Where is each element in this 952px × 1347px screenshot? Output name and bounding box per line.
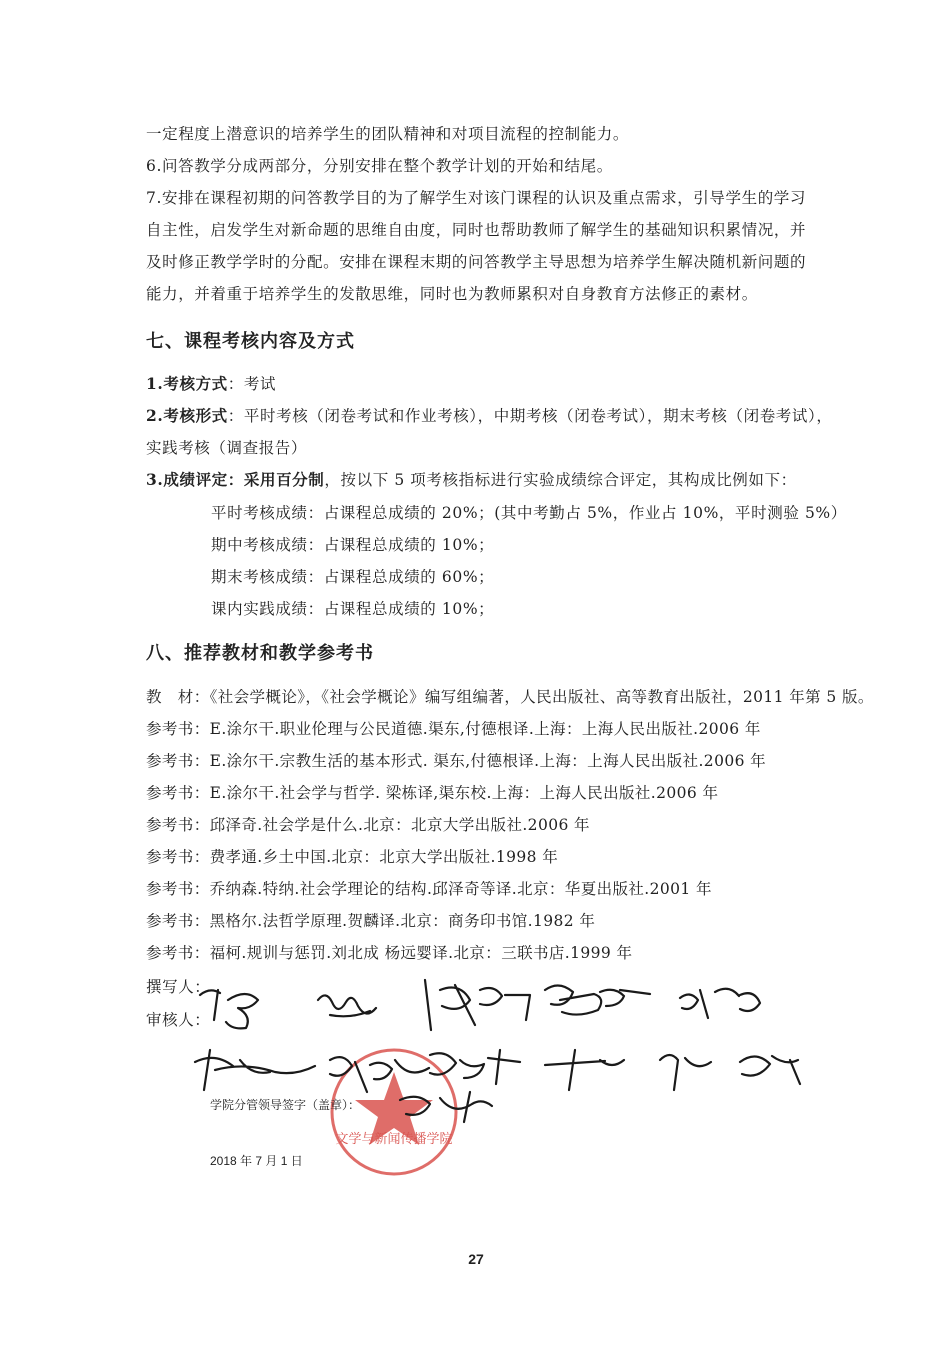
intro-line: 7.安排在课程初期的问答教学目的为了解学生对该门课程的认识及重点需求，引导学生的学习 xyxy=(146,189,806,207)
assessment-form-label: 2.考核形式 xyxy=(146,406,228,425)
section7-heading: 七、课程考核内容及方式 xyxy=(146,331,355,352)
intro-line: 能力，并着重于培养学生的发散思维，同时也为教师累积对自身教育方法修正的素材。 xyxy=(146,285,758,303)
sign-date: 2018 年 7 月 1 日 xyxy=(210,1154,303,1168)
reference-line: 参考书：乔纳森.特纳.社会学理论的结构.邱泽奇等译.北京：华夏出版社.2001 年 xyxy=(146,880,712,898)
author-label: 撰写人： xyxy=(146,978,211,996)
reviewer-label: 审核人： xyxy=(146,1011,211,1029)
grade-item: 平时考核成绩：占课程总成绩的 20%；(其中考勤占 5%，作业占 10%，平时测验 5%） xyxy=(211,504,847,522)
leader-signature-label: 学院分管领导签字（盖章）： xyxy=(210,1098,361,1112)
intro-line: 一定程度上潜意识的培养学生的团队精神和对项目流程的控制能力。 xyxy=(146,125,630,143)
reference-line: 参考书：邱泽奇.社会学是什么.北京：北京大学出版社.2006 年 xyxy=(146,816,590,834)
textbook-line: 教 材：《社会学概论》，《社会学概论》编写组编著，人民出版社、高等教育出版社，2011 年第 5 版。 xyxy=(146,688,874,706)
assessment-form-cont: 实践考核（调查报告） xyxy=(146,439,308,457)
grade-item: 期末考核成绩：占课程总成绩的 60%； xyxy=(211,568,495,586)
reference-line: 参考书：E.涂尔干.宗教生活的基本形式. 渠东,付德根译.上海：上海人民出版社.2006 年 xyxy=(146,752,767,770)
reference-line: 参考书：E.涂尔干.职业伦理与公民道德.渠东,付德根译.上海：上海人民出版社.2006 年 xyxy=(146,720,761,738)
reference-line: 参考书：费孝通.乡土中国.北京：北京大学出版社.1998 年 xyxy=(146,848,559,866)
reference-line: 参考书：E.涂尔干.社会学与哲学. 梁栋译,渠东校.上海：上海人民出版社.2006 年 xyxy=(146,784,719,802)
intro-line: 6.问答教学分成两部分，分别安排在整个教学计划的开始和结尾。 xyxy=(146,157,613,175)
intro-line: 及时修正教学学时的分配。安排在课程末期的问答教学主导思想为培养学生解决随机新问题的 xyxy=(146,253,807,271)
assessment-method-value: ：考试 xyxy=(227,375,277,393)
grade-item: 期中考核成绩：占课程总成绩的 10%； xyxy=(211,536,495,554)
grade-item: 课内实践成绩：占课程总成绩的 10%； xyxy=(211,600,495,618)
intro-line: 自主性，启发学生对新命题的思维自由度，同时也帮助教师了解学生的基础知识积累情况，并 xyxy=(146,221,807,239)
grade-evaluation-value: ，按以下 5 项考核指标进行实验成绩综合评定，其构成比例如下： xyxy=(324,471,797,489)
section8-heading: 八、推荐教材和教学参考书 xyxy=(146,643,374,664)
assessment-method-label: 1.考核方式 xyxy=(146,374,228,393)
assessment-form-value: ：平时考核（闭卷考试和作业考核），中期考核（闭卷考试），期末考核（闭卷考试）， xyxy=(227,407,833,425)
grade-evaluation-label: 3.成绩评定：采用百分制 xyxy=(146,470,325,489)
reference-line: 参考书：黑格尔.法哲学原理.贺麟译.北京：商务印书馆.1982 年 xyxy=(146,912,596,930)
page-number: 27 xyxy=(468,1251,484,1267)
seal-text: 文学与新闻传播学院 xyxy=(335,1132,453,1147)
reference-line: 参考书：福柯.规训与惩罚.刘北成 杨远婴译.北京：三联书店.1999 年 xyxy=(146,944,633,962)
